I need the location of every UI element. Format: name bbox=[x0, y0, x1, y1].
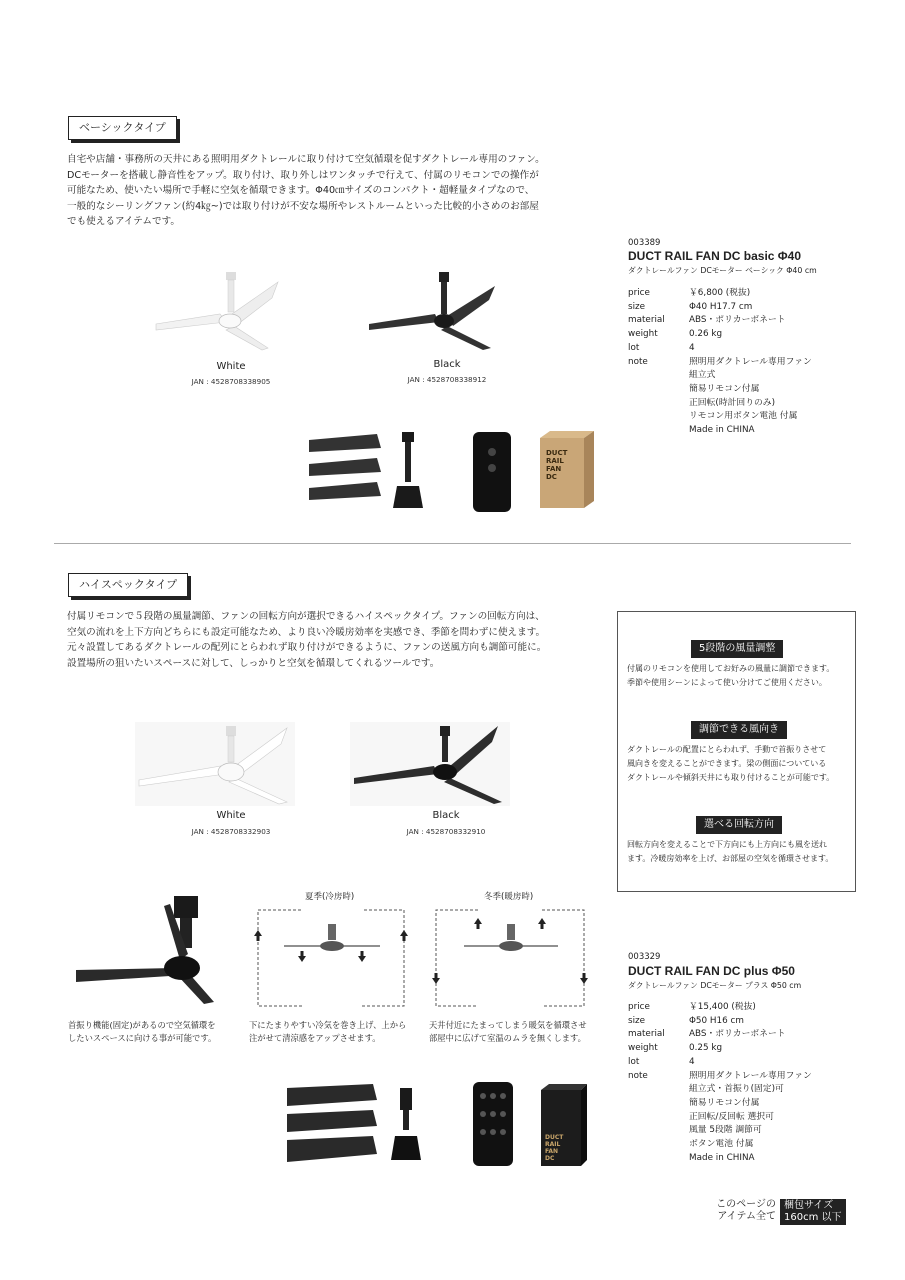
feature-line: 付属のリモコンを使用してお好みの風量に調節できます。 bbox=[627, 664, 835, 673]
product-name: DUCT RAIL FAN DC basic Φ40 bbox=[628, 249, 801, 263]
footer-line: このページの bbox=[716, 1199, 776, 1210]
spec-row bbox=[628, 1056, 812, 1070]
fan-white-label: White bbox=[216, 361, 246, 372]
spec-key: weight bbox=[628, 329, 658, 340]
spec-table-basic bbox=[628, 287, 812, 438]
spec-row bbox=[628, 1152, 812, 1166]
spec-value: 正回転(時計回りのみ) bbox=[689, 397, 776, 408]
spec-key: note bbox=[628, 356, 648, 367]
spec-row bbox=[628, 1138, 812, 1152]
box-text: DUCT bbox=[546, 449, 568, 457]
spec-key bbox=[628, 369, 689, 383]
spec-table-highspec bbox=[628, 1001, 812, 1165]
spec-row bbox=[628, 397, 812, 411]
spec-value: 組立式・首振り(固定)可 bbox=[689, 1084, 784, 1095]
spec-row bbox=[628, 1015, 812, 1029]
spec-row bbox=[628, 1042, 812, 1056]
spec-value: ABS・ポリカーボネート bbox=[689, 315, 786, 326]
spec-value: Made in CHINA bbox=[689, 425, 755, 436]
basic-description bbox=[67, 152, 587, 230]
feature-text bbox=[627, 743, 855, 785]
spec-value: 照明用ダクトレール専用ファン bbox=[689, 1070, 812, 1081]
spec-value: 4 bbox=[689, 1056, 695, 1067]
fan-white-basic-image bbox=[150, 268, 285, 358]
winter-title: 冬季(暖房時) bbox=[484, 892, 534, 902]
feature-line: ダクトレールや傾斜天井にも取り付けることが可能です。 bbox=[627, 773, 835, 782]
fan-black-jan: JAN : 4528708338912 bbox=[407, 375, 487, 384]
swing-note bbox=[68, 1019, 216, 1045]
desc-line: 付属リモコンで５段階の風量調節、ファンの回転方向が選択できるハイスペックタイプ。ファンの回転方向は、 bbox=[67, 611, 545, 622]
spec-key: material bbox=[628, 315, 665, 326]
box-text: FAN bbox=[546, 465, 562, 473]
feature-line: 回転方向を変えることで下方向にも上方向にも風を送れ bbox=[627, 840, 827, 849]
spec-value: Φ50 H16 cm bbox=[689, 1015, 744, 1026]
fan-black-basic-image bbox=[365, 268, 500, 358]
spec-key: size bbox=[628, 1015, 646, 1026]
winter-note bbox=[429, 1019, 587, 1045]
spec-value: ￥6,800 (税抜) bbox=[689, 288, 751, 298]
spec-row bbox=[628, 287, 812, 301]
spec-row bbox=[628, 301, 812, 315]
fan-white-highspec-image bbox=[135, 722, 295, 806]
spec-key: material bbox=[628, 1029, 665, 1040]
spec-key: price bbox=[628, 1002, 650, 1012]
spec-key: weight bbox=[628, 1043, 658, 1054]
product-name: DUCT RAIL FAN DC plus Φ50 bbox=[628, 964, 795, 978]
note-line: 部屋中に広げて室温のムラを無くします。 bbox=[429, 1033, 586, 1043]
spec-row bbox=[628, 1097, 812, 1111]
desc-line: 自宅や店舗・事務所の天井にある照明用ダクトレールに取り付けて空気循環を促すダクトレール専用のファン。 bbox=[67, 154, 545, 165]
spec-row bbox=[628, 342, 812, 356]
spec-key: price bbox=[628, 288, 650, 298]
desc-line: 設置場所の狙いたいスペースに対して、しっかりと空気を循環してくれるツールです。 bbox=[67, 657, 440, 669]
spec-value: ボタン電池 付属 bbox=[689, 1139, 754, 1150]
fan-black-highspec-image bbox=[350, 722, 510, 806]
desc-line: でも使えるアイテムです。 bbox=[67, 216, 181, 228]
badge-line: 梱包サイズ bbox=[784, 1200, 834, 1211]
spec-row bbox=[628, 1111, 812, 1125]
spec-value: ￥15,400 (税抜) bbox=[689, 1002, 756, 1012]
spec-row bbox=[628, 369, 812, 383]
winter-airflow-diagram bbox=[428, 904, 593, 1010]
basic-box-label bbox=[546, 449, 567, 481]
product-code: 003329 bbox=[628, 952, 661, 962]
feature-line: ます。冷暖房効率を上げ、お部屋の空気を循環させます。 bbox=[627, 854, 834, 863]
feature-text bbox=[627, 838, 855, 866]
desc-line: 可能なため、使いたい場所で手軽に空気を循環できます。Φ40㎝サイズのコンパクト・超軽量タイプなので、 bbox=[67, 185, 535, 197]
feature-text bbox=[627, 662, 855, 690]
spec-value: 照明用ダクトレール専用ファン bbox=[689, 356, 812, 367]
spec-value: 組立式 bbox=[689, 370, 716, 381]
feature-title: 5段階の風量調整 bbox=[691, 640, 783, 658]
spec-key bbox=[628, 1138, 689, 1152]
desc-line: 元々設置してあるダクトレールの配列にとらわれず取り付けができるように、ファンの送風方向も調節可能に。 bbox=[67, 642, 547, 654]
spec-row bbox=[628, 1070, 812, 1084]
section-tag-basic: ベーシックタイプ bbox=[68, 116, 177, 140]
note-line: 注がせて清涼感をアップさせます。 bbox=[249, 1033, 381, 1043]
fan-black-jan: JAN : 4528708332910 bbox=[406, 827, 486, 836]
spec-value: 4 bbox=[689, 342, 695, 353]
note-line: したいスペースに向ける事が可能です。 bbox=[68, 1033, 217, 1043]
spec-key: note bbox=[628, 1070, 648, 1081]
summer-title: 夏季(冷房時) bbox=[305, 892, 355, 902]
box-text: RAIL bbox=[546, 457, 564, 465]
summer-note bbox=[249, 1019, 406, 1045]
fan-black-label: Black bbox=[432, 810, 460, 821]
spec-key: lot bbox=[628, 1056, 640, 1067]
spec-row bbox=[628, 314, 812, 328]
feature-title: 調節できる風向き bbox=[691, 721, 787, 739]
feature-line: 風向きを変えることができます。梁の側面についている bbox=[627, 759, 827, 768]
fan-white-jan: JAN : 4528708332903 bbox=[191, 827, 271, 836]
product-subtitle: ダクトレールファン DCモーター ベーシック Φ40 cm bbox=[628, 266, 817, 275]
spec-row bbox=[628, 356, 812, 370]
spec-value: 0.25 kg bbox=[689, 1043, 723, 1054]
spec-row bbox=[628, 410, 812, 424]
footer-line: アイテム全て bbox=[717, 1211, 776, 1222]
badge-line: 160cm 以下 bbox=[784, 1212, 842, 1223]
section-divider bbox=[54, 543, 851, 544]
spec-row bbox=[628, 424, 812, 438]
spec-key bbox=[628, 424, 689, 438]
spec-key bbox=[628, 1097, 689, 1111]
spec-row bbox=[628, 328, 812, 342]
desc-line: DCモーターを搭載し静音性をアップ。取り付け、取り外しはワンタッチで行えて、付属のリモコンでの操作が bbox=[67, 169, 539, 181]
product-code: 003389 bbox=[628, 238, 661, 248]
feature-title: 選べる回転方向 bbox=[696, 816, 782, 834]
box-text: FAN bbox=[545, 1148, 559, 1155]
note-line: 首振り機能(固定)があるので空気循環を bbox=[68, 1020, 216, 1030]
feature-line: ダクトレールの配置にとらわれず、手動で首振りさせて bbox=[627, 745, 827, 754]
spec-row bbox=[628, 383, 812, 397]
spec-key bbox=[628, 397, 689, 411]
note-line: 天井付近にたまってしまう暖気を循環させ bbox=[429, 1020, 587, 1030]
section-tag-highspec: ハイスペックタイプ bbox=[68, 573, 188, 597]
spec-row bbox=[628, 1083, 812, 1097]
desc-line: 空気の流れを上下方向どちらにも設定可能なため、より良い冷暖房効率を実感でき、季節を問わずに使えます。 bbox=[67, 626, 546, 638]
spec-key: size bbox=[628, 301, 646, 312]
spec-key bbox=[628, 410, 689, 424]
box-text: DUCT bbox=[545, 1134, 564, 1141]
box-text: RAIL bbox=[545, 1141, 561, 1148]
product-subtitle: ダクトレールファン DCモーター プラス Φ50 cm bbox=[628, 981, 802, 990]
desc-line: 一般的なシーリングファン(約4㎏~)では取り付けが不安な場所やレストルームといった比較的小さめのお部屋 bbox=[67, 200, 539, 212]
spec-key bbox=[628, 1083, 689, 1097]
fan-white-label: White bbox=[216, 810, 246, 821]
spec-value: 簡易リモコン付属 bbox=[689, 383, 760, 394]
box-text: DC bbox=[545, 1155, 555, 1162]
spec-key bbox=[628, 1124, 689, 1138]
feature-line: 季節や使用シーンによって使い分けてご使用ください。 bbox=[627, 678, 827, 687]
fan-swing-image bbox=[74, 890, 224, 1008]
spec-key bbox=[628, 1111, 689, 1125]
footer-note bbox=[706, 1199, 776, 1223]
spec-row bbox=[628, 1001, 812, 1015]
spec-value: 風量 5段階 調節可 bbox=[689, 1125, 762, 1136]
spec-key: lot bbox=[628, 342, 640, 353]
spec-value: 正回転/反回転 選択可 bbox=[689, 1111, 774, 1122]
highspec-description bbox=[67, 609, 587, 671]
fan-white-jan: JAN : 4528708338905 bbox=[191, 377, 271, 386]
highspec-box-label bbox=[545, 1134, 563, 1162]
spec-key bbox=[628, 1152, 689, 1166]
spec-value: ABS・ポリカーボネート bbox=[689, 1029, 786, 1040]
summer-airflow-diagram bbox=[252, 904, 412, 1010]
spec-value: Φ40 H17.7 cm bbox=[689, 301, 753, 312]
highspec-parts-image bbox=[283, 1080, 588, 1170]
box-text: DC bbox=[546, 473, 557, 481]
package-size-badge bbox=[780, 1199, 846, 1225]
spec-value: 0.26 kg bbox=[689, 329, 723, 340]
spec-value: Made in CHINA bbox=[689, 1152, 755, 1163]
fan-black-label: Black bbox=[433, 359, 461, 370]
spec-key bbox=[628, 383, 689, 397]
spec-value: リモコン用ボタン電池 付属 bbox=[689, 411, 798, 422]
spec-row bbox=[628, 1028, 812, 1042]
spec-row bbox=[628, 1124, 812, 1138]
spec-value: 簡易リモコン付属 bbox=[689, 1097, 760, 1108]
note-line: 下にたまりやすい冷気を巻き上げ、上から bbox=[249, 1020, 407, 1030]
